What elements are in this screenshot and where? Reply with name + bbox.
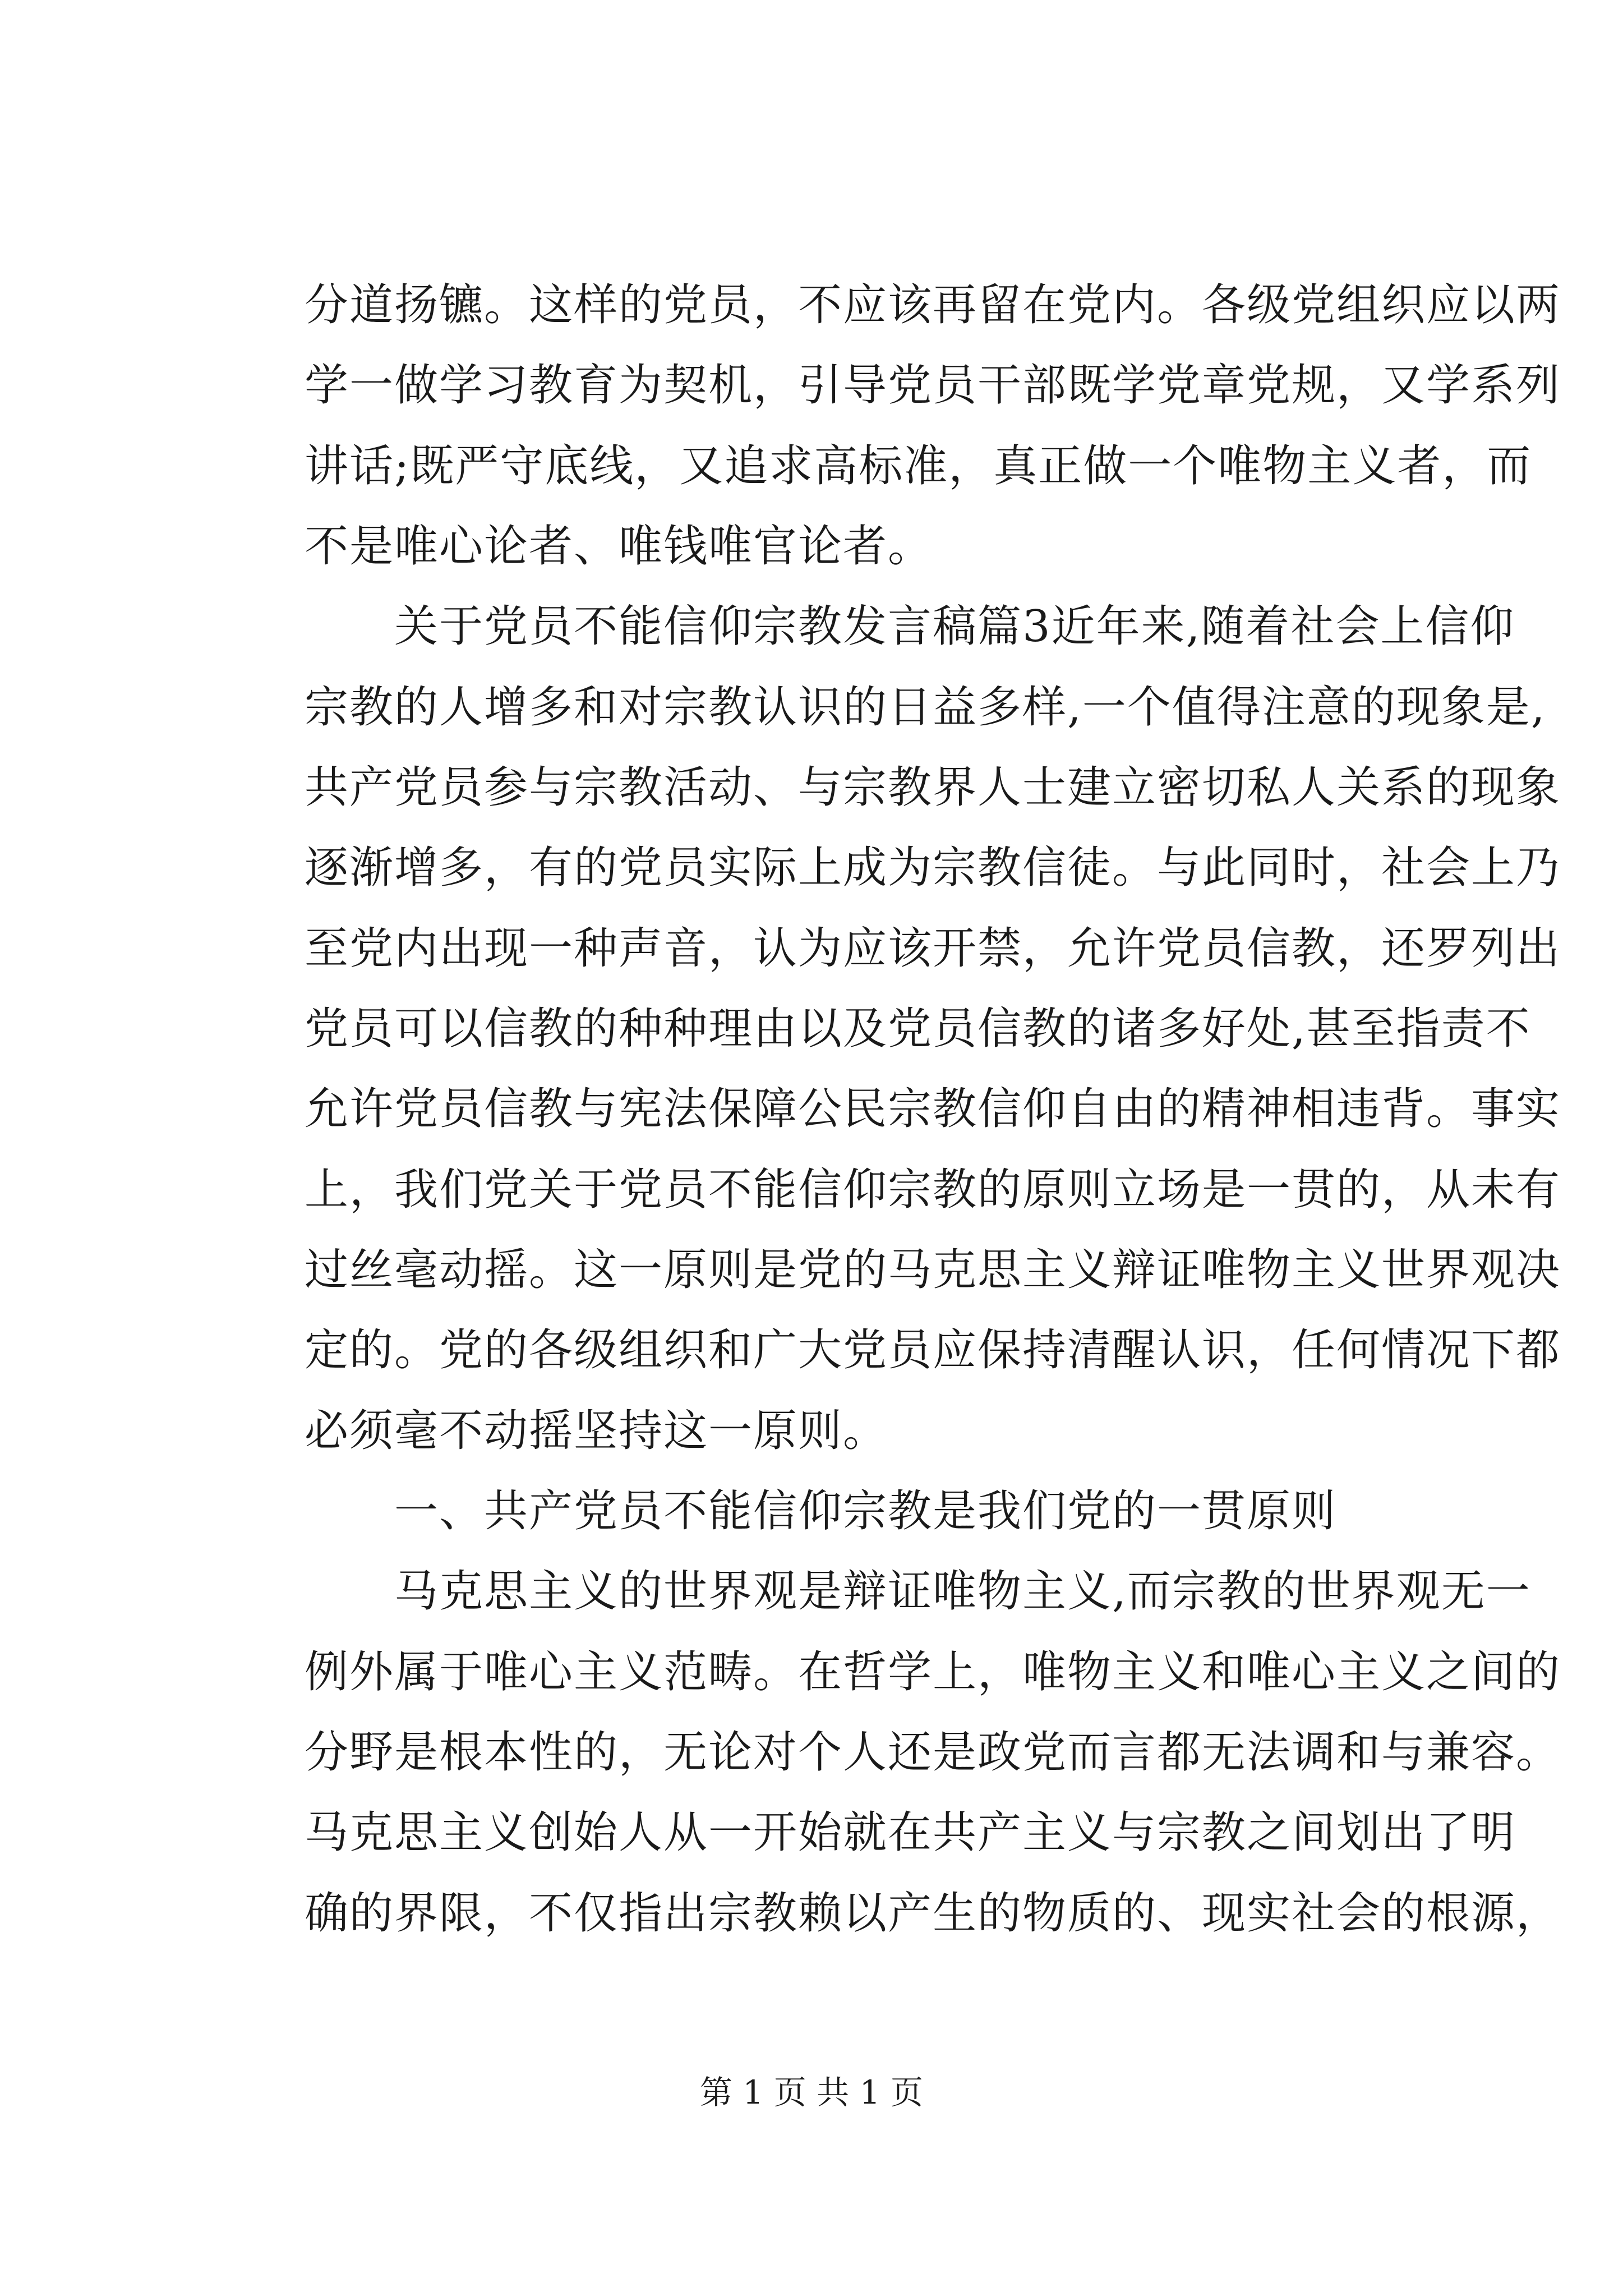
paragraph-start-line: 关于党员不能信仰宗教发言稿篇3近年来,随着社会上信仰 <box>394 601 1515 652</box>
text-line: 不是唯心论者、唯钱唯官论者。 <box>305 521 933 572</box>
section-heading: 一、共产党员不能信仰宗教是我们党的一贯原则 <box>394 1486 1337 1536</box>
text-line: 允许党员信教与宪法保障公民宗教信仰自由的精神相违背。事实 <box>305 1084 1561 1134</box>
text-line: 讲话;既严守底线，又追求高标准，真正做一个唯物主义者，而 <box>305 441 1532 491</box>
paragraph-start-line: 马克思主义的世界观是辩证唯物主义,而宗教的世界观无一 <box>394 1566 1531 1617</box>
text-line: 宗教的人增多和对宗教认识的日益多样,一个值得注意的现象是, <box>305 682 1546 733</box>
text-line: 党员可以信教的种种理由以及党员信教的诸多好处,甚至指责不 <box>305 1004 1531 1054</box>
text-line: 过丝毫动摇。这一原则是党的马克思主义辩证唯物主义世界观决 <box>305 1245 1561 1295</box>
text-line: 确的界限，不仅指出宗教赖以产生的物质的、现实社会的根源， <box>305 1888 1561 1939</box>
text-line: 必须毫不动摇坚持这一原则。 <box>305 1406 888 1456</box>
text-line: 学一做学习教育为契机，引导党员干部既学党章党规，又学系列 <box>305 360 1561 411</box>
text-line: 定的。党的各级组织和广大党员应保持清醒认识，任何情况下都 <box>305 1325 1561 1375</box>
text-line: 例外属于唯心主义范畴。在哲学上，唯物主义和唯心主义之间的 <box>305 1647 1561 1697</box>
text-line: 至党内出现一种声音，认为应该开禁，允许党员信教，还罗列出 <box>305 923 1561 974</box>
text-line: 共产党员参与宗教活动、与宗教界人士建立密切私人关系的现象 <box>305 762 1561 813</box>
text-line: 上，我们党关于党员不能信仰宗教的原则立场是一贯的，从未有 <box>305 1165 1561 1215</box>
text-line: 分野是根本性的，无论对个人还是政党而言都无法调和与兼容。 <box>305 1727 1561 1778</box>
page-number-footer: 第 1 页 共 1 页 <box>700 2073 923 2111</box>
text-line: 逐渐增多，有的党员实际上成为宗教信徒。与此同时，社会上乃 <box>305 843 1561 893</box>
text-line: 分道扬镳。这样的党员，不应该再留在党内。各级党组织应以两 <box>305 280 1561 330</box>
text-line: 马克思主义创始人从一开始就在共产主义与宗教之间划出了明 <box>305 1807 1516 1858</box>
